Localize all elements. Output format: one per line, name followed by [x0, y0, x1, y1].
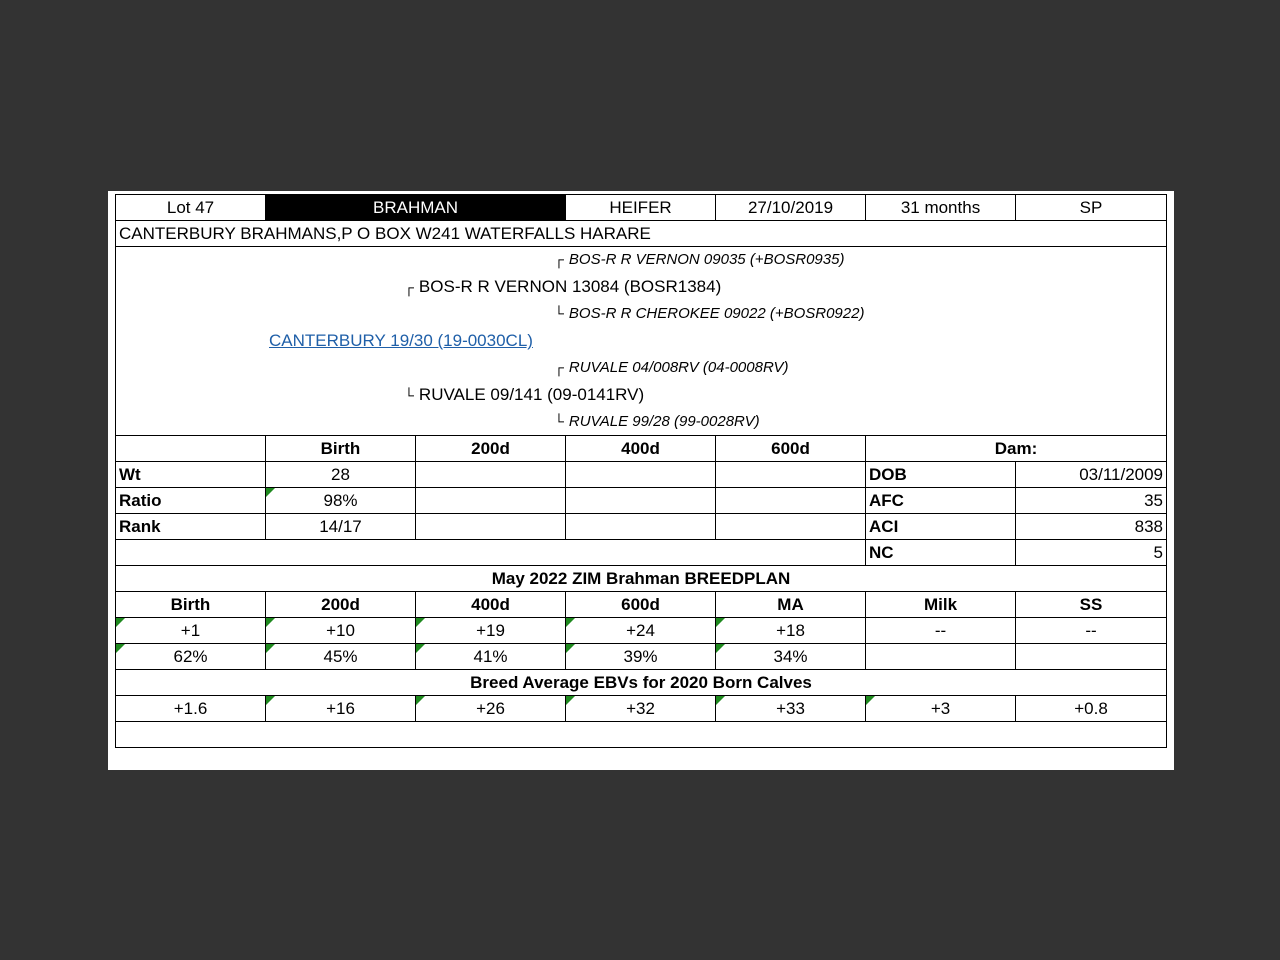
perf-value [716, 488, 866, 514]
breed-average-value: +26 [416, 696, 566, 722]
ebv-value: +19 [416, 618, 566, 644]
bracket-top-icon: ┌ [554, 359, 564, 375]
perf-value [716, 514, 866, 540]
breedplan-title-row [116, 566, 1167, 592]
breed-average-value: +33 [716, 696, 866, 722]
age-label: 31 months [866, 195, 1016, 221]
breeder-address: CANTERBURY BRAHMANS,P O BOX W241 WATERFALLS HARARE [116, 221, 1167, 247]
performance-corner [116, 436, 266, 462]
trailing-blank-row [116, 722, 1167, 748]
breed-average-value: +32 [566, 696, 716, 722]
ebv-value: +24 [566, 618, 716, 644]
ebv-value: +10 [266, 618, 416, 644]
bracket-bottom-icon: └ [554, 413, 564, 429]
perf-row-label: Wt [116, 462, 266, 488]
sire-sire: ┌ BOS-R R VERNON 09035 (+BOSR0935) [554, 251, 845, 268]
ebv-value: -- [1016, 618, 1167, 644]
lot-number: Lot 47 [116, 195, 266, 221]
ebv-value: +1 [116, 618, 266, 644]
catalogue-sheet [108, 191, 1174, 770]
breedplan-header-row [116, 592, 1167, 618]
dam-title: Dam: [866, 436, 1167, 462]
breed-label: BRAHMAN [266, 195, 566, 221]
ebv-value: -- [866, 618, 1016, 644]
perf-value [416, 488, 566, 514]
ebv-col-ss: SS [1016, 592, 1167, 618]
perf-value [566, 462, 716, 488]
accuracy-value: 45% [266, 644, 416, 670]
blank-cell [116, 722, 1167, 748]
perf-value [716, 462, 866, 488]
perf-col-600d: 600d [716, 436, 866, 462]
breed-average-title: Breed Average EBVs for 2020 Born Calves [116, 670, 1167, 696]
breed-average-row [116, 696, 1167, 722]
pedigree-tree [116, 247, 1166, 435]
perf-row-label: Rank [116, 514, 266, 540]
perf-value [416, 462, 566, 488]
sire-dam: └ BOS-R R CHEROKEE 09022 (+BOSR0922) [554, 305, 865, 322]
accuracy-value: 41% [416, 644, 566, 670]
ebv-col-birth: Birth [116, 592, 266, 618]
breed-average-value: +0.8 [1016, 696, 1167, 722]
performance-header-row [116, 436, 1167, 462]
sire: ┌ BOS-R R VERNON 13084 (BOSR1384) [404, 277, 722, 296]
perf-value: 28 [266, 462, 416, 488]
bracket-top-icon: ┌ [404, 279, 414, 295]
ebv-row [116, 618, 1167, 644]
accuracy-row [116, 644, 1167, 670]
dam-value: 838 [1016, 514, 1167, 540]
ebv-col-400d: 400d [416, 592, 566, 618]
accuracy-value [1016, 644, 1167, 670]
dam-label: DOB [866, 462, 1016, 488]
breeder-row [116, 221, 1167, 247]
perf-col-400d: 400d [566, 436, 716, 462]
pedigree-row [116, 247, 1167, 436]
header-row [116, 195, 1167, 221]
breed-average-value: +1.6 [116, 696, 266, 722]
dam-value: 5 [1016, 540, 1167, 566]
accuracy-value: 34% [716, 644, 866, 670]
animal-link[interactable]: CANTERBURY 19/30 (19-0030CL) [269, 331, 533, 350]
dam-label: ACI [866, 514, 1016, 540]
blank-cell [116, 540, 866, 566]
status-code: SP [1016, 195, 1167, 221]
dam-label: NC [866, 540, 1016, 566]
dam-sire: ┌ RUVALE 04/008RV (04-0008RV) [554, 359, 789, 376]
breedplan-title: May 2022 ZIM Brahman BREEDPLAN [116, 566, 1167, 592]
dam-row-nc [116, 540, 1167, 566]
perf-value: 14/17 [266, 514, 416, 540]
perf-value [416, 514, 566, 540]
ebv-col-600d: 600d [566, 592, 716, 618]
bracket-bottom-icon: └ [404, 387, 414, 403]
dam-dam: └ RUVALE 99/28 (99-0028RV) [554, 413, 760, 430]
birth-date: 27/10/2019 [716, 195, 866, 221]
breed-average-title-row [116, 670, 1167, 696]
perf-value [566, 514, 716, 540]
perf-row-ratio [116, 488, 1167, 514]
accuracy-value [866, 644, 1016, 670]
ebv-col-200d: 200d [266, 592, 416, 618]
ebv-col-ma: MA [716, 592, 866, 618]
sex-label: HEIFER [566, 195, 716, 221]
dam: └ RUVALE 09/141 (09-0141RV) [404, 385, 645, 404]
dam-value: 03/11/2009 [1016, 462, 1167, 488]
breed-average-value: +16 [266, 696, 416, 722]
bracket-top-icon: ┌ [554, 251, 564, 267]
dam-label: AFC [866, 488, 1016, 514]
perf-col-birth: Birth [266, 436, 416, 462]
ebv-col-milk: Milk [866, 592, 1016, 618]
perf-value [566, 488, 716, 514]
perf-col-200d: 200d [416, 436, 566, 462]
pedigree-cell [116, 247, 1167, 436]
perf-value: 98% [266, 488, 416, 514]
perf-row-wt [116, 462, 1167, 488]
perf-row-rank [116, 514, 1167, 540]
bracket-bottom-icon: └ [554, 305, 564, 321]
ebv-value: +18 [716, 618, 866, 644]
lot-table [115, 194, 1167, 748]
perf-row-label: Ratio [116, 488, 266, 514]
accuracy-value: 39% [566, 644, 716, 670]
dam-value: 35 [1016, 488, 1167, 514]
accuracy-value: 62% [116, 644, 266, 670]
breed-average-value: +3 [866, 696, 1016, 722]
